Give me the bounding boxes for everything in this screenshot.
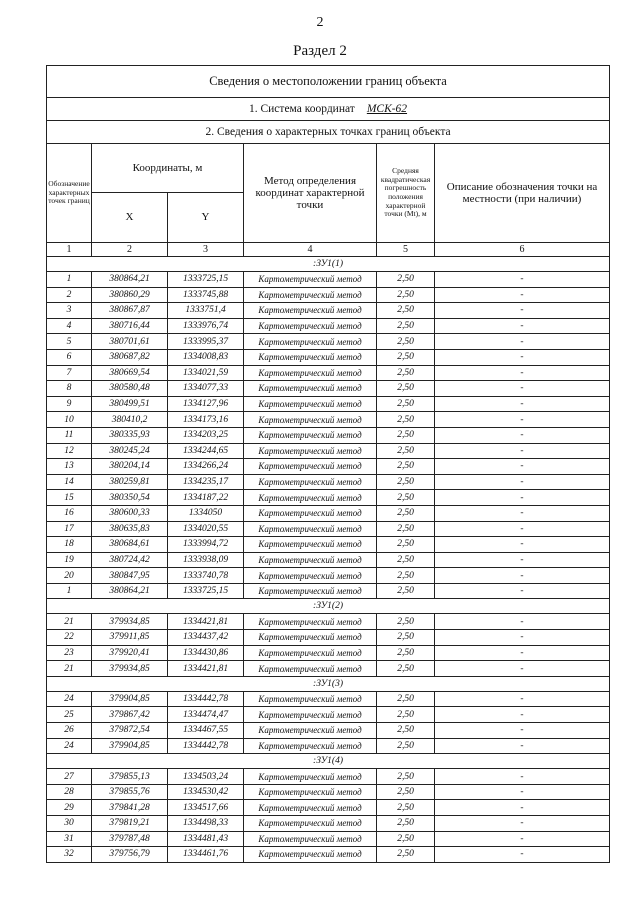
accuracy-cell: 2,50 (377, 412, 435, 428)
description-cell: - (435, 349, 610, 365)
accuracy-cell: 2,50 (377, 521, 435, 537)
accuracy-cell: 2,50 (377, 318, 435, 334)
table-row (47, 645, 610, 661)
x-coordinate-cell: 380204,14 (92, 459, 168, 475)
x-coordinate-cell: 379920,41 (92, 645, 168, 661)
method-cell: Картометрический метод (244, 847, 377, 863)
method-cell: Картометрический метод (244, 537, 377, 553)
x-coordinate-cell: 380335,93 (92, 427, 168, 443)
description-cell: - (435, 490, 610, 506)
x-coordinate-cell: 379855,13 (92, 769, 168, 785)
x-coordinate-cell: 380259,81 (92, 474, 168, 490)
group-name: :ЗУ1(3) (47, 676, 610, 691)
x-coordinate-cell: 380864,21 (92, 272, 168, 288)
accuracy-cell: 2,50 (377, 474, 435, 490)
table-row (47, 474, 610, 490)
y-coordinate-cell: 1334008,83 (168, 349, 244, 365)
x-coordinate-cell: 379934,85 (92, 614, 168, 630)
table-row (47, 459, 610, 475)
group-name: :ЗУ1(2) (47, 599, 610, 614)
method-cell: Картометрический метод (244, 568, 377, 584)
accuracy-cell: 2,50 (377, 691, 435, 707)
point-number-cell: 29 (47, 800, 92, 816)
accuracy-cell: 2,50 (377, 272, 435, 288)
table-row (47, 847, 610, 863)
accuracy-cell: 2,50 (377, 303, 435, 319)
method-cell: Картометрический метод (244, 784, 377, 800)
accuracy-cell: 2,50 (377, 443, 435, 459)
table-row (47, 412, 610, 428)
description-cell: - (435, 847, 610, 863)
point-number-cell: 24 (47, 738, 92, 754)
group-header-row (47, 599, 610, 614)
header-designation: Обозначение характерных точек границ (47, 144, 92, 243)
accuracy-cell: 2,50 (377, 552, 435, 568)
point-number-cell: 18 (47, 537, 92, 553)
accuracy-cell: 2,50 (377, 334, 435, 350)
x-coordinate-cell: 379841,28 (92, 800, 168, 816)
method-cell: Картометрический метод (244, 474, 377, 490)
x-coordinate-cell: 379904,85 (92, 691, 168, 707)
description-cell: - (435, 381, 610, 397)
description-cell: - (435, 396, 610, 412)
x-coordinate-cell: 379911,85 (92, 630, 168, 646)
x-coordinate-cell: 380716,44 (92, 318, 168, 334)
accuracy-cell: 2,50 (377, 490, 435, 506)
x-coordinate-cell: 380410,2 (92, 412, 168, 428)
method-cell: Картометрический метод (244, 831, 377, 847)
table-row (47, 738, 610, 754)
table-row (47, 552, 610, 568)
x-coordinate-cell: 380864,21 (92, 583, 168, 599)
method-cell: Картометрический метод (244, 552, 377, 568)
y-coordinate-cell: 1333725,15 (168, 583, 244, 599)
x-coordinate-cell: 379904,85 (92, 738, 168, 754)
header-method: Метод определения координат характерной точки (244, 144, 377, 243)
table-row (47, 303, 610, 319)
description-cell: - (435, 568, 610, 584)
table-row (47, 490, 610, 506)
point-number-cell: 30 (47, 816, 92, 832)
description-cell: - (435, 412, 610, 428)
description-cell: - (435, 505, 610, 521)
x-coordinate-cell: 379787,48 (92, 831, 168, 847)
description-cell: - (435, 474, 610, 490)
method-cell: Картометрический метод (244, 443, 377, 459)
table-row (47, 272, 610, 288)
x-coordinate-cell: 380701,61 (92, 334, 168, 350)
x-coordinate-cell: 380635,83 (92, 521, 168, 537)
y-coordinate-cell: 1334421,81 (168, 614, 244, 630)
point-number-cell: 23 (47, 645, 92, 661)
coordinate-system-value: МСК-62 (366, 103, 408, 115)
point-number-cell: 14 (47, 474, 92, 490)
header-y: Y (168, 193, 244, 243)
accuracy-cell: 2,50 (377, 723, 435, 739)
method-cell: Картометрический метод (244, 691, 377, 707)
table-row (47, 691, 610, 707)
method-cell: Картометрический метод (244, 630, 377, 646)
accuracy-cell: 2,50 (377, 707, 435, 723)
points-section-label: 2. Сведения о характерных точках границ объекта (47, 121, 610, 144)
table-row (47, 723, 610, 739)
x-coordinate-cell: 380245,24 (92, 443, 168, 459)
x-coordinate-cell: 379872,54 (92, 723, 168, 739)
description-cell: - (435, 318, 610, 334)
table-row (47, 630, 610, 646)
method-cell: Картометрический метод (244, 381, 377, 397)
x-coordinate-cell: 380867,87 (92, 303, 168, 319)
point-number-cell: 19 (47, 552, 92, 568)
description-cell: - (435, 272, 610, 288)
y-coordinate-cell: 1334481,43 (168, 831, 244, 847)
y-coordinate-cell: 1333740,78 (168, 568, 244, 584)
accuracy-cell: 2,50 (377, 349, 435, 365)
description-cell: - (435, 334, 610, 350)
description-cell: - (435, 459, 610, 475)
header-x: X (92, 193, 168, 243)
accuracy-cell: 2,50 (377, 769, 435, 785)
table-row (47, 287, 610, 303)
description-cell: - (435, 287, 610, 303)
y-coordinate-cell: 1333938,09 (168, 552, 244, 568)
table-row (47, 505, 610, 521)
column-number: 2 (92, 243, 168, 257)
x-coordinate-cell: 379855,76 (92, 784, 168, 800)
point-number-cell: 24 (47, 691, 92, 707)
point-number-cell: 1 (47, 583, 92, 599)
description-cell: - (435, 303, 610, 319)
accuracy-cell: 2,50 (377, 396, 435, 412)
method-cell: Картометрический метод (244, 396, 377, 412)
description-cell: - (435, 707, 610, 723)
method-cell: Картометрический метод (244, 459, 377, 475)
table-row (47, 831, 610, 847)
column-number: 4 (244, 243, 377, 257)
description-cell: - (435, 769, 610, 785)
description-cell: - (435, 691, 610, 707)
accuracy-cell: 2,50 (377, 583, 435, 599)
table-title: Сведения о местоположении границ объекта (47, 66, 610, 98)
point-number-cell: 12 (47, 443, 92, 459)
description-cell: - (435, 645, 610, 661)
method-cell: Картометрический метод (244, 521, 377, 537)
accuracy-cell: 2,50 (377, 661, 435, 677)
y-coordinate-cell: 1334244,65 (168, 443, 244, 459)
method-cell: Картометрический метод (244, 583, 377, 599)
table-row (47, 521, 610, 537)
table-row (47, 349, 610, 365)
x-coordinate-cell: 380684,61 (92, 537, 168, 553)
accuracy-cell: 2,50 (377, 630, 435, 646)
point-number-cell: 26 (47, 723, 92, 739)
point-number-cell: 32 (47, 847, 92, 863)
y-coordinate-cell: 1334266,24 (168, 459, 244, 475)
point-number-cell: 31 (47, 831, 92, 847)
table-row (47, 443, 610, 459)
y-coordinate-cell: 1334203,25 (168, 427, 244, 443)
y-coordinate-cell: 1334474,47 (168, 707, 244, 723)
y-coordinate-cell: 1334127,96 (168, 396, 244, 412)
table-row (47, 537, 610, 553)
table-row (47, 396, 610, 412)
point-number-cell: 17 (47, 521, 92, 537)
accuracy-cell: 2,50 (377, 614, 435, 630)
point-number-cell: 4 (47, 318, 92, 334)
y-coordinate-cell: 1334530,42 (168, 784, 244, 800)
accuracy-cell: 2,50 (377, 738, 435, 754)
y-coordinate-cell: 1333725,15 (168, 272, 244, 288)
point-number-cell: 1 (47, 272, 92, 288)
description-cell: - (435, 521, 610, 537)
point-number-cell: 25 (47, 707, 92, 723)
column-number: 5 (377, 243, 435, 257)
method-cell: Картометрический метод (244, 800, 377, 816)
method-cell: Картометрический метод (244, 661, 377, 677)
column-number: 6 (435, 243, 610, 257)
y-coordinate-cell: 1333995,37 (168, 334, 244, 350)
description-cell: - (435, 630, 610, 646)
coordinate-system-line (47, 98, 610, 121)
x-coordinate-cell: 380350,54 (92, 490, 168, 506)
point-number-cell: 27 (47, 769, 92, 785)
point-number-cell: 28 (47, 784, 92, 800)
boundary-points-table (46, 65, 610, 863)
y-coordinate-cell: 1334421,81 (168, 661, 244, 677)
method-cell: Картометрический метод (244, 738, 377, 754)
point-number-cell: 22 (47, 630, 92, 646)
section-title: Раздел 2 (293, 43, 347, 59)
method-cell: Картометрический метод (244, 723, 377, 739)
point-number-cell: 11 (47, 427, 92, 443)
x-coordinate-cell: 380580,48 (92, 381, 168, 397)
description-cell: - (435, 427, 610, 443)
point-number-cell: 21 (47, 614, 92, 630)
accuracy-cell: 2,50 (377, 800, 435, 816)
accuracy-cell: 2,50 (377, 505, 435, 521)
method-cell: Картометрический метод (244, 427, 377, 443)
description-cell: - (435, 583, 610, 599)
description-cell: - (435, 831, 610, 847)
description-cell: - (435, 614, 610, 630)
x-coordinate-cell: 379819,21 (92, 816, 168, 832)
x-coordinate-cell: 379934,85 (92, 661, 168, 677)
header-description: Описание обозначения точки на местности (при наличии) (435, 144, 610, 243)
y-coordinate-cell: 1334050 (168, 505, 244, 521)
table-row (47, 784, 610, 800)
method-cell: Картометрический метод (244, 365, 377, 381)
method-cell: Картометрический метод (244, 303, 377, 319)
point-number-cell: 8 (47, 381, 92, 397)
accuracy-cell: 2,50 (377, 427, 435, 443)
method-cell: Картометрический метод (244, 318, 377, 334)
accuracy-cell: 2,50 (377, 537, 435, 553)
method-cell: Картометрический метод (244, 349, 377, 365)
y-coordinate-cell: 1334437,42 (168, 630, 244, 646)
group-name: :ЗУ1(4) (47, 754, 610, 769)
y-coordinate-cell: 1334442,78 (168, 738, 244, 754)
method-cell: Картометрический метод (244, 707, 377, 723)
x-coordinate-cell: 380499,51 (92, 396, 168, 412)
description-cell: - (435, 784, 610, 800)
description-cell: - (435, 800, 610, 816)
description-cell: - (435, 552, 610, 568)
table-row (47, 707, 610, 723)
y-coordinate-cell: 1334467,55 (168, 723, 244, 739)
group-name: :ЗУ1(1) (47, 257, 610, 272)
point-number-cell: 20 (47, 568, 92, 584)
method-cell: Картометрический метод (244, 769, 377, 785)
x-coordinate-cell: 379867,42 (92, 707, 168, 723)
y-coordinate-cell: 1334442,78 (168, 691, 244, 707)
y-coordinate-cell: 1334430,86 (168, 645, 244, 661)
method-cell: Картометрический метод (244, 490, 377, 506)
page-number: 2 (316, 15, 324, 30)
point-number-cell: 7 (47, 365, 92, 381)
y-coordinate-cell: 1334503,24 (168, 769, 244, 785)
y-coordinate-cell: 1334021,59 (168, 365, 244, 381)
y-coordinate-cell: 1334498,33 (168, 816, 244, 832)
x-coordinate-cell: 380687,82 (92, 349, 168, 365)
y-coordinate-cell: 1334461,76 (168, 847, 244, 863)
table-row (47, 661, 610, 677)
group-header-row (47, 257, 610, 272)
accuracy-cell: 2,50 (377, 287, 435, 303)
column-number: 3 (168, 243, 244, 257)
y-coordinate-cell: 1333751,4 (168, 303, 244, 319)
point-number-cell: 6 (47, 349, 92, 365)
column-number: 1 (47, 243, 92, 257)
method-cell: Картометрический метод (244, 334, 377, 350)
x-coordinate-cell: 380600,33 (92, 505, 168, 521)
point-number-cell: 5 (47, 334, 92, 350)
method-cell: Картометрический метод (244, 287, 377, 303)
description-cell: - (435, 537, 610, 553)
point-number-cell: 13 (47, 459, 92, 475)
y-coordinate-cell: 1334187,22 (168, 490, 244, 506)
description-cell: - (435, 443, 610, 459)
point-number-cell: 21 (47, 661, 92, 677)
table-row (47, 334, 610, 350)
x-coordinate-cell: 380669,54 (92, 365, 168, 381)
table-row (47, 816, 610, 832)
method-cell: Картометрический метод (244, 412, 377, 428)
point-number-cell: 9 (47, 396, 92, 412)
x-coordinate-cell: 380724,42 (92, 552, 168, 568)
table-row (47, 568, 610, 584)
y-coordinate-cell: 1333976,74 (168, 318, 244, 334)
table-row (47, 381, 610, 397)
method-cell: Картометрический метод (244, 816, 377, 832)
y-coordinate-cell: 1334517,66 (168, 800, 244, 816)
group-header-row (47, 676, 610, 691)
point-number-cell: 15 (47, 490, 92, 506)
accuracy-cell: 2,50 (377, 365, 435, 381)
description-cell: - (435, 816, 610, 832)
accuracy-cell: 2,50 (377, 847, 435, 863)
x-coordinate-cell: 380847,95 (92, 568, 168, 584)
table-row (47, 769, 610, 785)
accuracy-cell: 2,50 (377, 459, 435, 475)
description-cell: - (435, 661, 610, 677)
accuracy-cell: 2,50 (377, 784, 435, 800)
y-coordinate-cell: 1334173,16 (168, 412, 244, 428)
table-row (47, 800, 610, 816)
description-cell: - (435, 738, 610, 754)
accuracy-cell: 2,50 (377, 568, 435, 584)
method-cell: Картометрический метод (244, 505, 377, 521)
point-number-cell: 16 (47, 505, 92, 521)
point-number-cell: 2 (47, 287, 92, 303)
accuracy-cell: 2,50 (377, 381, 435, 397)
point-number-cell: 3 (47, 303, 92, 319)
table-row (47, 614, 610, 630)
description-cell: - (435, 723, 610, 739)
accuracy-cell: 2,50 (377, 816, 435, 832)
method-cell: Картометрический метод (244, 645, 377, 661)
method-cell: Картометрический метод (244, 272, 377, 288)
y-coordinate-cell: 1333994,72 (168, 537, 244, 553)
method-cell: Картометрический метод (244, 614, 377, 630)
group-header-row (47, 754, 610, 769)
accuracy-cell: 2,50 (377, 831, 435, 847)
table-row (47, 318, 610, 334)
table-row (47, 583, 610, 599)
y-coordinate-cell: 1334077,33 (168, 381, 244, 397)
header-coordinates: Координаты, м (92, 144, 244, 193)
table-row (47, 427, 610, 443)
point-number-cell: 10 (47, 412, 92, 428)
y-coordinate-cell: 1334020,55 (168, 521, 244, 537)
y-coordinate-cell: 1334235,17 (168, 474, 244, 490)
x-coordinate-cell: 380860,29 (92, 287, 168, 303)
x-coordinate-cell: 379756,79 (92, 847, 168, 863)
table-row (47, 365, 610, 381)
description-cell: - (435, 365, 610, 381)
y-coordinate-cell: 1333745,88 (168, 287, 244, 303)
accuracy-cell: 2,50 (377, 645, 435, 661)
coordinate-system-label: 1. Система координат (248, 103, 355, 115)
header-accuracy: Средняя квадратическая погрешность положения характерной точки (Mt), м (377, 144, 435, 243)
